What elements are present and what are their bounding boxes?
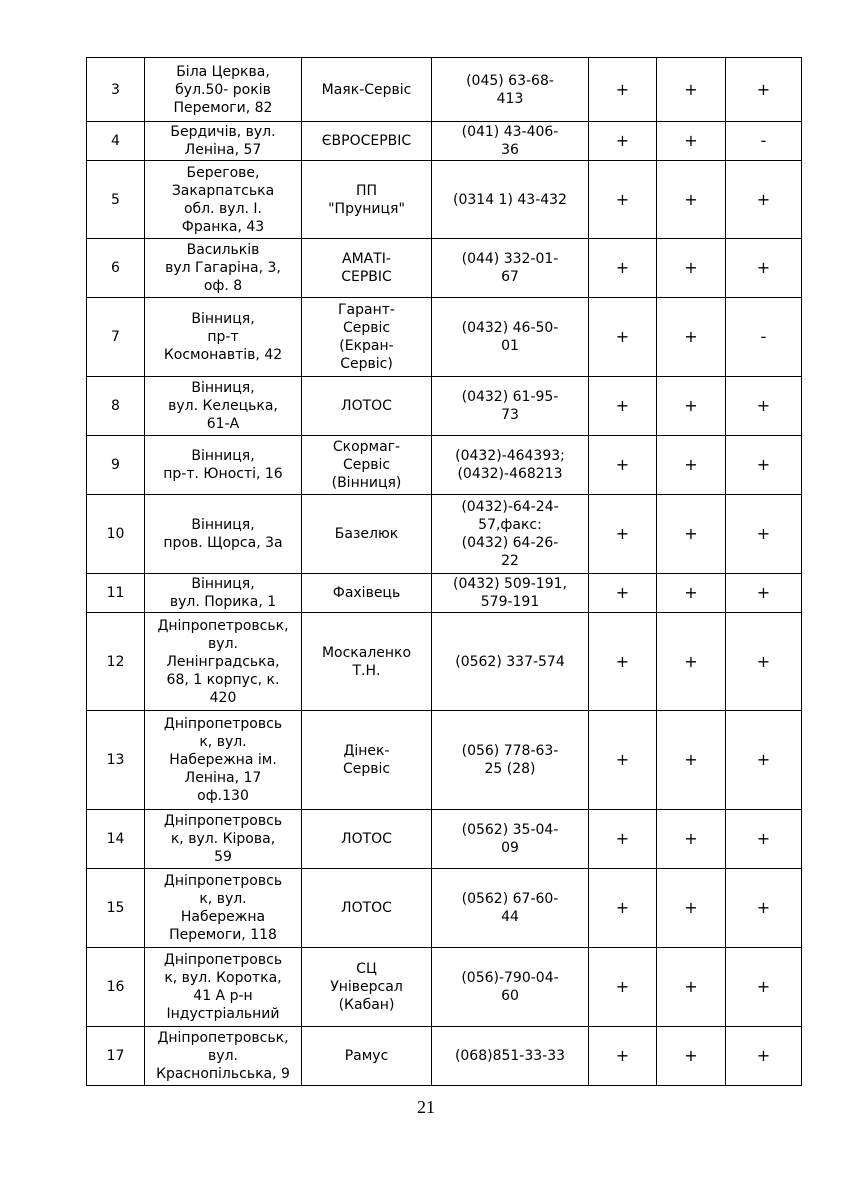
mark-cell-3: + xyxy=(726,574,802,613)
address-cell: Дніпропетровськ, вул. Ленінградська, 68, 1 корпус, к. 420 xyxy=(145,613,302,711)
company-name-cell: Гарант- Сервіс (Екран- Сервіс) xyxy=(302,298,432,377)
mark-cell-1: + xyxy=(589,810,657,869)
mark-cell-1: + xyxy=(589,948,657,1027)
mark-cell-1: + xyxy=(589,298,657,377)
table-row xyxy=(87,574,802,613)
mark-cell-2: + xyxy=(657,948,726,1027)
table-row xyxy=(87,239,802,298)
mark-cell-1: + xyxy=(589,613,657,711)
mark-cell-2: + xyxy=(657,239,726,298)
mark-cell-2: + xyxy=(657,574,726,613)
row-number-cell: 4 xyxy=(87,122,145,161)
table-row xyxy=(87,711,802,810)
table-row xyxy=(87,613,802,711)
mark-cell-1: + xyxy=(589,711,657,810)
table-row xyxy=(87,869,802,948)
phone-cell: (068)851-33-33 xyxy=(432,1027,589,1086)
row-number-cell: 3 xyxy=(87,58,145,122)
row-number-cell: 12 xyxy=(87,613,145,711)
address-cell: Дніпропетровсь к, вул. Набережна Перемоги, 118 xyxy=(145,869,302,948)
address-cell: Дніпропетровсь к, вул. Коротка, 41 А р-н Індустріальний xyxy=(145,948,302,1027)
phone-cell: (0432) 61-95- 73 xyxy=(432,377,589,436)
row-number-cell: 5 xyxy=(87,161,145,239)
mark-cell-3: + xyxy=(726,239,802,298)
phone-cell: (056)-790-04- 60 xyxy=(432,948,589,1027)
address-cell: Дніпропетровськ, вул. Краснопільська, 9 xyxy=(145,1027,302,1086)
mark-cell-3: - xyxy=(726,298,802,377)
mark-cell-1: + xyxy=(589,122,657,161)
address-cell: Бердичів, вул. Леніна, 57 xyxy=(145,122,302,161)
mark-cell-3: + xyxy=(726,613,802,711)
phone-cell: (0432)-464393; (0432)-468213 xyxy=(432,436,589,495)
table-row xyxy=(87,1027,802,1086)
mark-cell-1: + xyxy=(589,869,657,948)
mark-cell-2: + xyxy=(657,298,726,377)
table-row xyxy=(87,58,802,122)
company-name-cell: СЦ Універсал (Кабан) xyxy=(302,948,432,1027)
company-name-cell: АМАТІ- СЕРВІС xyxy=(302,239,432,298)
address-cell: Вінниця, вул. Порика, 1 xyxy=(145,574,302,613)
company-name-cell: ЄВРОСЕРВІС xyxy=(302,122,432,161)
table-row xyxy=(87,436,802,495)
mark-cell-1: + xyxy=(589,161,657,239)
address-cell: Дніпропетровсь к, вул. Кірова, 59 xyxy=(145,810,302,869)
address-cell: Біла Церква, бул.50- років Перемоги, 82 xyxy=(145,58,302,122)
address-cell: Вінниця, вул. Келецька, 61-А xyxy=(145,377,302,436)
row-number-cell: 11 xyxy=(87,574,145,613)
phone-cell: (0562) 337-574 xyxy=(432,613,589,711)
row-number-cell: 17 xyxy=(87,1027,145,1086)
mark-cell-2: + xyxy=(657,161,726,239)
row-number-cell: 10 xyxy=(87,495,145,574)
company-name-cell: Скормаг- Сервіс (Вінниця) xyxy=(302,436,432,495)
address-cell: Вінниця, пров. Щорса, 3а xyxy=(145,495,302,574)
phone-cell: (056) 778-63- 25 (28) xyxy=(432,711,589,810)
address-cell: Берегове, Закарпатська обл. вул. І. Франка, 43 xyxy=(145,161,302,239)
mark-cell-3: + xyxy=(726,377,802,436)
row-number-cell: 7 xyxy=(87,298,145,377)
phone-cell: (041) 43-406- 36 xyxy=(432,122,589,161)
mark-cell-2: + xyxy=(657,1027,726,1086)
mark-cell-2: + xyxy=(657,58,726,122)
company-name-cell: Рамус xyxy=(302,1027,432,1086)
company-name-cell: ЛОТОС xyxy=(302,869,432,948)
row-number-cell: 6 xyxy=(87,239,145,298)
phone-cell: (0314 1) 43-432 xyxy=(432,161,589,239)
row-number-cell: 9 xyxy=(87,436,145,495)
mark-cell-2: + xyxy=(657,613,726,711)
company-name-cell: Базелюк xyxy=(302,495,432,574)
mark-cell-1: + xyxy=(589,436,657,495)
table-row xyxy=(87,298,802,377)
mark-cell-2: + xyxy=(657,810,726,869)
address-cell: Васильків вул Гагаріна, 3, оф. 8 xyxy=(145,239,302,298)
company-name-cell: Дінек- Сервіс xyxy=(302,711,432,810)
mark-cell-3: + xyxy=(726,1027,802,1086)
mark-cell-1: + xyxy=(589,574,657,613)
phone-cell: (045) 63-68- 413 xyxy=(432,58,589,122)
mark-cell-2: + xyxy=(657,122,726,161)
table-row xyxy=(87,122,802,161)
address-cell: Дніпропетровсь к, вул. Набережна ім. Леніна, 17 оф.130 xyxy=(145,711,302,810)
company-name-cell: Москаленко Т.Н. xyxy=(302,613,432,711)
row-number-cell: 15 xyxy=(87,869,145,948)
address-cell: Вінниця, пр-т Космонавтів, 42 xyxy=(145,298,302,377)
table-body xyxy=(87,58,802,1086)
mark-cell-1: + xyxy=(589,239,657,298)
company-name-cell: Фахівець xyxy=(302,574,432,613)
mark-cell-2: + xyxy=(657,869,726,948)
phone-cell: (0562) 35-04- 09 xyxy=(432,810,589,869)
phone-cell: (0432) 509-191, 579-191 xyxy=(432,574,589,613)
table-row xyxy=(87,948,802,1027)
mark-cell-2: + xyxy=(657,711,726,810)
mark-cell-2: + xyxy=(657,377,726,436)
mark-cell-3: + xyxy=(726,436,802,495)
phone-cell: (0432)-64-24- 57,факс: (0432) 64-26- 22 xyxy=(432,495,589,574)
mark-cell-3: + xyxy=(726,58,802,122)
table-row xyxy=(87,377,802,436)
table-row xyxy=(87,161,802,239)
mark-cell-3: - xyxy=(726,122,802,161)
mark-cell-3: + xyxy=(726,869,802,948)
mark-cell-3: + xyxy=(726,810,802,869)
mark-cell-3: + xyxy=(726,948,802,1027)
company-name-cell: ЛОТОС xyxy=(302,810,432,869)
row-number-cell: 13 xyxy=(87,711,145,810)
company-name-cell: ЛОТОС xyxy=(302,377,432,436)
mark-cell-3: + xyxy=(726,711,802,810)
company-name-cell: Маяк-Сервіс xyxy=(302,58,432,122)
mark-cell-3: + xyxy=(726,495,802,574)
mark-cell-1: + xyxy=(589,377,657,436)
mark-cell-2: + xyxy=(657,436,726,495)
row-number-cell: 8 xyxy=(87,377,145,436)
table-row xyxy=(87,810,802,869)
mark-cell-3: + xyxy=(726,161,802,239)
row-number-cell: 16 xyxy=(87,948,145,1027)
service-centers-table xyxy=(86,57,802,1086)
phone-cell: (044) 332-01- 67 xyxy=(432,239,589,298)
address-cell: Вінниця, пр-т. Юності, 16 xyxy=(145,436,302,495)
table-row xyxy=(87,495,802,574)
mark-cell-1: + xyxy=(589,58,657,122)
page-number: 21 xyxy=(417,1097,435,1117)
mark-cell-2: + xyxy=(657,495,726,574)
mark-cell-1: + xyxy=(589,495,657,574)
phone-cell: (0562) 67-60- 44 xyxy=(432,869,589,948)
row-number-cell: 14 xyxy=(87,810,145,869)
company-name-cell: ПП "Пруниця" xyxy=(302,161,432,239)
phone-cell: (0432) 46-50- 01 xyxy=(432,298,589,377)
mark-cell-1: + xyxy=(589,1027,657,1086)
